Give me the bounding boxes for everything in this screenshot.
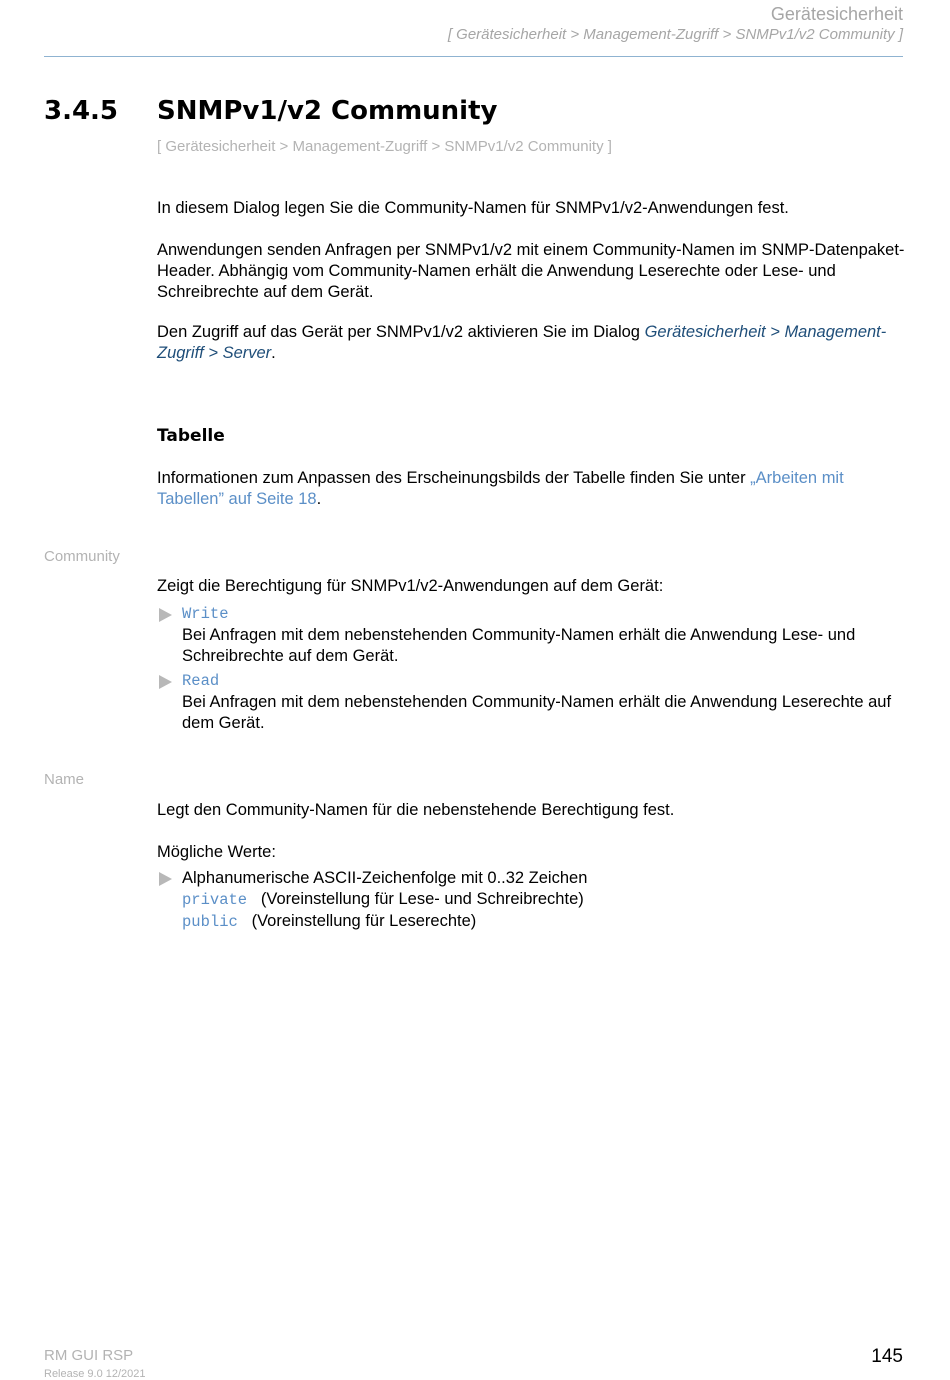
default-note-private: (Voreinstellung für Lese- und Schreibrechte) [260, 890, 584, 908]
possible-values-label: Mögliche Werte: [157, 843, 276, 861]
community-item-read [157, 671, 905, 734]
community-label: Community [44, 548, 120, 565]
name-description: Legt den Community-Namen für die nebenstehende Berechtigung fest. [157, 801, 675, 819]
default-note-public: (Voreinstellung für Leserechte) [251, 912, 477, 930]
default-value-public: public [182, 913, 238, 931]
bullet-triangle-icon [159, 872, 172, 886]
community-value-write: Write [182, 605, 229, 623]
page-number: 145 [871, 1346, 903, 1367]
name-default-private [157, 889, 905, 911]
community-description: Zeigt die Berechtigung für SNMPv1/v2-Anwendungen auf dem Gerät: [157, 577, 664, 595]
running-header-chapter: Gerätesicherheit [770, 4, 903, 24]
dialog-path-link[interactable]: Gerätesicherheit > Management-Zugriff > Server [157, 323, 887, 362]
section-breadcrumb: [ Gerätesicherheit > Management-Zugriff > SNMPv1/v2 Community ] [157, 138, 612, 155]
default-value-private: private [182, 891, 248, 909]
table-info-paragraph [157, 468, 905, 510]
name-format-text: Alphanumerische ASCII-Zeichenfolge mit 0..32 Zeichen [182, 869, 588, 887]
intro-paragraph-2: Anwendungen senden Anfragen per SNMPv1/v2 mit einem Community-Namen im SNMP-Datenpaket-Header. Abhängig vom Community-Namen erhält die Anwendung Leserechte oder Lese- und Schreibrechte auf dem Gerät. [157, 241, 905, 301]
intro-paragraph-3 [157, 322, 905, 364]
name-default-public [157, 911, 905, 933]
intro-paragraph-1: In diesem Dialog legen Sie die Community-Namen für SNMPv1/v2-Anwendungen fest. [157, 199, 789, 217]
table-info-text: Informationen zum Anpassen des Erscheinungsbilds der Tabelle finden Sie unter [157, 469, 751, 487]
intro-paragraph-3-end: . [271, 344, 276, 362]
section-title: SNMPv1/v2 Community [157, 96, 498, 126]
intro-paragraph-3-text: Den Zugriff auf das Gerät per SNMPv1/v2 aktivieren Sie im Dialog [157, 323, 645, 341]
footer-release: Release 9.0 12/2021 [44, 1368, 146, 1380]
section-number: 3.4.5 [44, 96, 119, 126]
bullet-triangle-icon [159, 608, 172, 622]
community-value-read: Read [182, 672, 220, 690]
community-item-write [157, 604, 905, 667]
table-heading: Tabelle [157, 426, 225, 446]
name-label: Name [44, 771, 85, 788]
table-info-end: . [316, 490, 322, 508]
bullet-triangle-icon [159, 675, 172, 689]
footer-document-title: RM GUI RSP [44, 1347, 134, 1364]
name-value-format [157, 868, 905, 889]
community-desc-read: Bei Anfragen mit dem nebenstehenden Community-Namen erhält die Anwendung Leserechte auf dem Gerät. [182, 693, 892, 732]
community-desc-write: Bei Anfragen mit dem nebenstehenden Community-Namen erhält die Anwendung Lese- und Schreibrechte auf dem Gerät. [182, 626, 856, 665]
working-with-tables-link[interactable]: „Arbeiten mit Tabellen” auf Seite 18 [157, 469, 844, 508]
name-values-list [157, 868, 905, 933]
community-values-list [157, 604, 905, 734]
running-header-breadcrumb: [ Gerätesicherheit > Management-Zugriff > SNMPv1/v2 Community ] [447, 26, 903, 43]
header-divider [44, 56, 903, 57]
